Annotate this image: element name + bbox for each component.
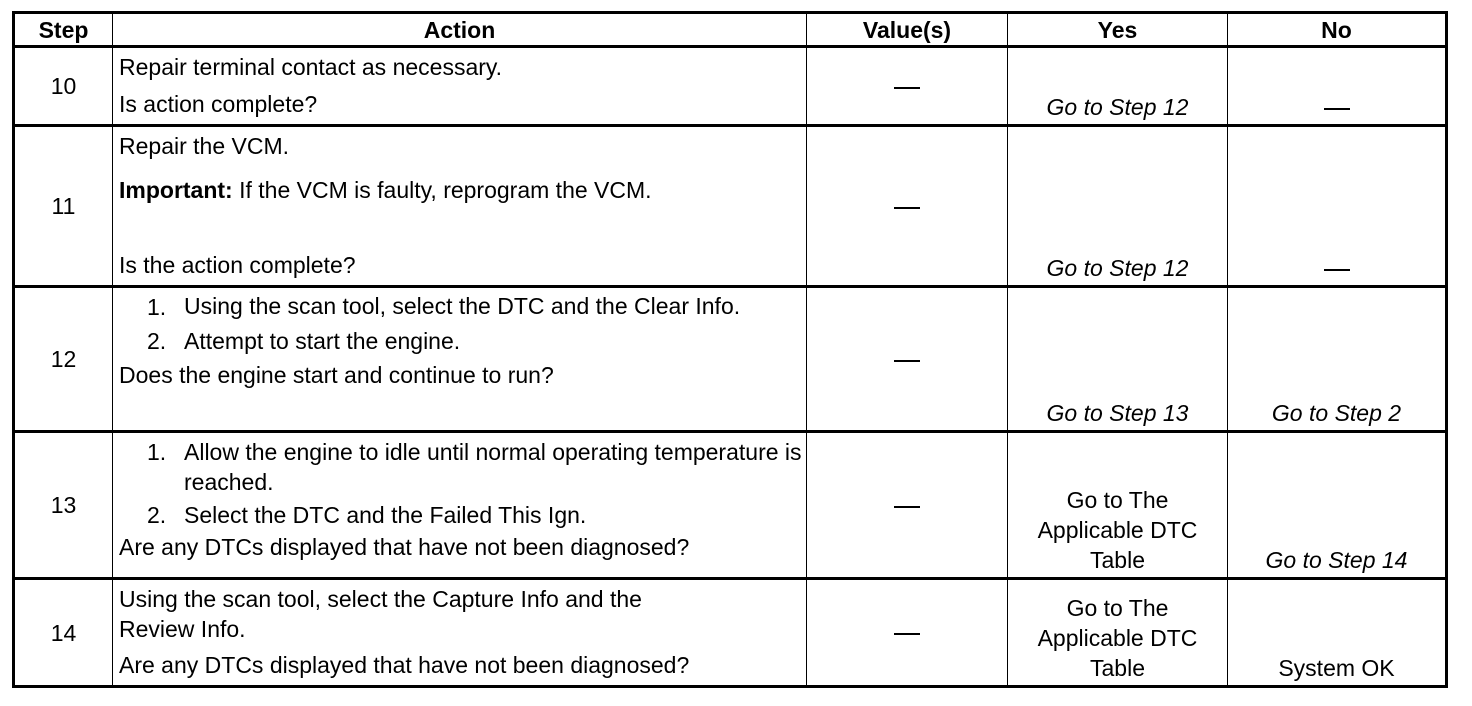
yes-cell: Go to Step 13 <box>1008 287 1228 432</box>
list-text: Select the DTC and the Failed This Ign. <box>184 502 587 528</box>
dash-mark <box>1324 269 1350 271</box>
dash-mark <box>894 207 920 209</box>
no-cell <box>1228 126 1447 287</box>
action-cell <box>113 287 807 432</box>
action-text: Repair the VCM. <box>119 133 290 159</box>
table-row <box>14 579 1447 687</box>
table-row <box>14 287 1447 432</box>
table-row <box>14 432 1447 579</box>
action-cell <box>113 126 807 287</box>
action-list-item <box>119 326 802 356</box>
action-list-item <box>119 500 802 530</box>
yes-line: Applicable DTC <box>1037 625 1198 651</box>
value-cell <box>807 47 1008 126</box>
action-question: Are any DTCs displayed that have not been diagnosed? <box>119 652 690 678</box>
action-list-item <box>119 292 802 322</box>
important-label: Important: <box>119 177 233 203</box>
list-text: Allow the engine to idle until normal operating temperature is reached. <box>184 439 802 495</box>
header-step: Step <box>14 13 113 47</box>
action-question: Is the action complete? <box>119 252 356 278</box>
dash-mark <box>894 360 920 362</box>
header-action: Action <box>113 13 807 47</box>
action-text: Using the scan tool, select the Capture Info and the <box>119 586 642 612</box>
value-cell <box>807 432 1008 579</box>
no-cell <box>1228 47 1447 126</box>
list-text: Attempt to start the engine. <box>184 328 461 354</box>
header-yes: Yes <box>1008 13 1228 47</box>
table-row <box>14 126 1447 287</box>
yes-cell <box>1008 432 1228 579</box>
action-question: Are any DTCs displayed that have not been diagnosed? <box>119 534 690 560</box>
header-no: No <box>1228 13 1447 47</box>
yes-cell: Go to Step 12 <box>1008 47 1228 126</box>
step-number: 10 <box>14 47 113 126</box>
list-number: 1. <box>147 294 167 320</box>
no-cell: System OK <box>1228 579 1447 687</box>
yes-line: Go to The <box>1066 595 1169 621</box>
list-number: 2. <box>147 502 167 528</box>
yes-line: Table <box>1090 547 1145 573</box>
step-number: 14 <box>14 579 113 687</box>
dash-mark <box>894 87 920 89</box>
value-cell <box>807 126 1008 287</box>
list-text: Using the scan tool, select the DTC and the Clear Info. <box>184 293 741 319</box>
list-number: 2. <box>147 328 167 354</box>
value-cell <box>807 579 1008 687</box>
dash-mark <box>894 633 920 635</box>
diagnostic-table <box>12 11 1448 688</box>
action-text: Review Info. <box>119 616 246 642</box>
action-list-item <box>119 437 802 497</box>
step-number: 11 <box>14 126 113 287</box>
value-cell <box>807 287 1008 432</box>
dash-mark <box>1324 108 1350 110</box>
yes-line: Go to The <box>1066 487 1169 513</box>
no-cell: Go to Step 14 <box>1228 432 1447 579</box>
action-text: Repair terminal contact as necessary. <box>119 54 503 80</box>
header-row <box>14 13 1447 47</box>
no-cell: Go to Step 2 <box>1228 287 1447 432</box>
table-row <box>14 47 1447 126</box>
dash-mark <box>894 506 920 508</box>
step-number: 12 <box>14 287 113 432</box>
action-question: Does the engine start and continue to run? <box>119 362 554 388</box>
yes-cell <box>1008 579 1228 687</box>
important-text: If the VCM is faulty, reprogram the VCM. <box>232 177 652 203</box>
action-cell <box>113 579 807 687</box>
action-question: Is action complete? <box>119 91 318 117</box>
yes-line: Table <box>1090 655 1145 681</box>
yes-cell: Go to Step 12 <box>1008 126 1228 287</box>
yes-line: Applicable DTC <box>1037 517 1198 543</box>
list-number: 1. <box>147 439 167 465</box>
action-cell <box>113 47 807 126</box>
step-number: 13 <box>14 432 113 579</box>
important-note <box>119 175 802 205</box>
header-values: Value(s) <box>807 13 1008 47</box>
action-cell <box>113 432 807 579</box>
